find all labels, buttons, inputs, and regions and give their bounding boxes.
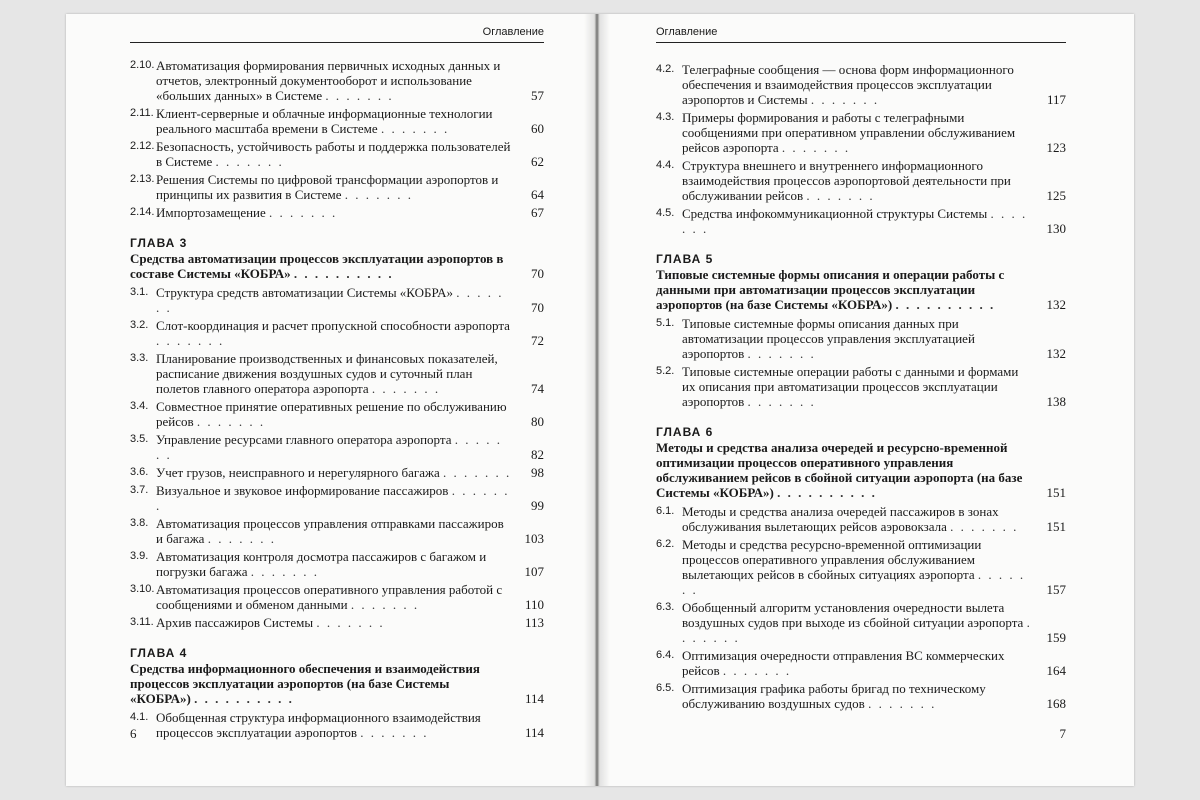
entry-number: 3.4. bbox=[130, 400, 149, 412]
leader-dots: . . . . . . . bbox=[207, 531, 276, 546]
entry-number: 6.2. bbox=[656, 538, 675, 550]
entry-page: 82 bbox=[531, 447, 544, 462]
chapter-label: ГЛАВА 3 bbox=[130, 236, 188, 250]
entry-title: Безопасность, устойчивость работы и поддержка пользователей в Системе bbox=[156, 139, 511, 169]
leader-dots: . . . . . . . bbox=[682, 567, 1026, 597]
leader-dots: . . . . . . . bbox=[250, 564, 320, 579]
toc-entry bbox=[130, 351, 544, 396]
leader-dots: . . . . . . . bbox=[360, 725, 429, 740]
toc-entry bbox=[130, 432, 544, 462]
entry-title: Архив пассажиров Системы bbox=[156, 615, 314, 630]
entry-title: Клиент-серверные и облачные информационные технологии реального масштаба времени в Системе bbox=[156, 106, 493, 136]
entry-title: Импортозамещение bbox=[156, 205, 266, 220]
running-head: Оглавление bbox=[130, 26, 544, 43]
leader-dots: . . . . . . . . . . bbox=[777, 485, 877, 500]
leader-dots: . . . . . . . bbox=[156, 432, 502, 462]
entry-page: 157 bbox=[1046, 582, 1066, 597]
entry-number: 6.1. bbox=[656, 505, 675, 517]
chapter-title: Средства информационного обеспечения и взаимодействия процессов эксплуатации аэропортов (на базе Системы «КОБРА») bbox=[130, 661, 480, 706]
entry-number: 3.11. bbox=[130, 616, 154, 628]
entry-number: 3.2. bbox=[130, 319, 149, 331]
entry-page: 70 bbox=[531, 300, 544, 315]
toc-entry bbox=[130, 582, 544, 612]
entry-page: 130 bbox=[1046, 221, 1066, 236]
toc-list bbox=[130, 58, 544, 743]
entry-page: 98 bbox=[531, 465, 544, 480]
entry-number: 3.8. bbox=[130, 517, 149, 529]
entry-title: Управление ресурсами главного оператора аэропорта bbox=[156, 432, 452, 447]
entry-title: Автоматизация процессов оперативного управления работой с сообщениями и обменом данными bbox=[156, 582, 503, 612]
entry-number: 4.3. bbox=[656, 111, 675, 123]
toc-entry bbox=[130, 483, 544, 513]
toc-entry bbox=[656, 504, 1066, 534]
entry-title: Структура внешнего и внутреннего информационного взаимодействия процессов аэропортовой деятельности при обслуживании рейсов bbox=[682, 158, 1011, 203]
entry-title: Автоматизация процессов управления отправками пассажиров и багажа bbox=[156, 516, 504, 546]
entry-number: 3.3. bbox=[130, 352, 149, 364]
entry-page: 99 bbox=[531, 498, 544, 513]
chapter-page: 114 bbox=[524, 691, 544, 706]
toc-entry bbox=[656, 537, 1066, 597]
toc-entry bbox=[130, 549, 544, 579]
entry-number: 4.1. bbox=[130, 711, 149, 723]
entry-page: 110 bbox=[524, 597, 544, 612]
toc-entry bbox=[130, 465, 544, 480]
entry-title: Решения Системы по цифровой трансформации аэропортов и принципы их развития в Системе bbox=[156, 172, 499, 202]
leader-dots: . . . . . . . bbox=[747, 346, 816, 361]
toc-entry bbox=[656, 600, 1066, 645]
entry-page: 57 bbox=[531, 88, 544, 103]
entry-number: 4.2. bbox=[656, 63, 675, 75]
leader-dots: . . . . . . . bbox=[682, 206, 1028, 236]
leader-dots: . . . . . . . bbox=[269, 205, 338, 220]
leader-dots: . . . . . . . bbox=[442, 465, 512, 480]
entry-page: 132 bbox=[1046, 346, 1066, 361]
entry-number: 4.4. bbox=[656, 159, 675, 171]
entry-page: 64 bbox=[531, 187, 544, 202]
toc-entry bbox=[656, 681, 1066, 711]
toc-entry bbox=[130, 516, 544, 546]
toc-chapter bbox=[656, 252, 1066, 312]
entry-title: Структура средств автоматизации Системы «КОБРА» bbox=[156, 285, 453, 300]
entry-title: Методы и средства ресурсно-временной оптимизации процессов оперативного управления обслуживанием вылетающих рейсов в сбойных ситуациях аэропорта bbox=[682, 537, 982, 582]
leader-dots: . . . . . . . . . . bbox=[895, 297, 996, 312]
chapter-page: 70 bbox=[531, 266, 544, 281]
chapter-page: 132 bbox=[1046, 297, 1066, 312]
leader-dots: . . . . . . . bbox=[806, 188, 875, 203]
toc-chapter bbox=[130, 236, 544, 281]
entry-page: 60 bbox=[531, 121, 544, 136]
entry-page: 168 bbox=[1046, 696, 1066, 711]
entry-page: 151 bbox=[1046, 519, 1066, 534]
chapter-title: Средства автоматизации процессов эксплуатации аэропортов в составе Системы «КОБРА» bbox=[130, 251, 504, 281]
toc-entry bbox=[130, 139, 544, 169]
entry-title: Оптимизация очередности отправления ВС коммерческих рейсов bbox=[682, 648, 1005, 678]
leader-dots: . . . . . . . bbox=[156, 333, 225, 348]
entry-title: Планирование производственных и финансовых показателей, расписание движения воздушных судов и суточный план полетов главного оператора аэропорта bbox=[156, 351, 498, 396]
toc-entry bbox=[656, 648, 1066, 678]
entry-page: 138 bbox=[1046, 394, 1066, 409]
entry-title: Телеграфные сообщения — основа форм информационного обеспечения и взаимодействия процессов эксплуатации аэропортов и Системы bbox=[682, 62, 1014, 107]
leader-dots: . . . . . . . bbox=[344, 187, 414, 202]
toc-entry bbox=[656, 158, 1066, 203]
entry-page: 80 bbox=[531, 414, 544, 429]
entry-number: 5.2. bbox=[656, 365, 675, 377]
entry-title: Обобщенный алгоритм установления очередности вылета воздушных судов при выходе из сбойной ситуации аэропорта bbox=[682, 600, 1024, 630]
leader-dots: . . . . . . . . . . bbox=[194, 691, 294, 706]
toc-entry bbox=[656, 62, 1066, 107]
entry-number: 2.12. bbox=[130, 140, 155, 152]
entry-title: Примеры формирования и работы с телеграфными сообщениями при оперативном управлении обслуживанием рейсов аэропорта bbox=[682, 110, 1016, 155]
leader-dots: . . . . . . . bbox=[156, 483, 510, 513]
entry-page: 74 bbox=[531, 381, 544, 396]
entry-number: 2.14. bbox=[130, 206, 155, 218]
entry-number: 3.5. bbox=[130, 433, 149, 445]
entry-number: 6.3. bbox=[656, 601, 675, 613]
entry-title: Визуальное и звуковое информирование пассажиров bbox=[156, 483, 449, 498]
leader-dots: . . . . . . . bbox=[371, 381, 441, 396]
toc-entry bbox=[656, 316, 1066, 361]
entry-page: 103 bbox=[524, 531, 544, 546]
leader-dots: . . . . . . . bbox=[215, 154, 284, 169]
entry-title: Типовые системные формы описания данных при автоматизации процессов управления эксплуатацией аэропортов bbox=[682, 316, 975, 361]
toc-entry bbox=[130, 58, 544, 103]
entry-title: Типовые системные операции работы с данными и формами их описания при автоматизации процессов эксплуатации аэропортов bbox=[682, 364, 1019, 409]
leader-dots: . . . . . . . bbox=[950, 519, 1019, 534]
leader-dots: . . . . . . . bbox=[747, 394, 816, 409]
leader-dots: . . . . . . . bbox=[781, 140, 851, 155]
entry-number: 6.4. bbox=[656, 649, 675, 661]
toc-entry bbox=[130, 106, 544, 136]
entry-title: Автоматизация контроля досмотра пассажиров с багажом и погрузки багажа bbox=[156, 549, 487, 579]
entry-page: 62 bbox=[531, 154, 544, 169]
entry-page: 72 bbox=[531, 333, 544, 348]
left-page bbox=[130, 14, 544, 786]
entry-page: 164 bbox=[1046, 663, 1066, 678]
entry-title: Совместное принятие оперативных решение по обслуживанию рейсов bbox=[156, 399, 507, 429]
toc-chapter bbox=[656, 425, 1066, 500]
leader-dots: . . . . . . . bbox=[722, 663, 792, 678]
leader-dots: . . . . . . . bbox=[380, 121, 450, 136]
chapter-title: Методы и средства анализа очередей и ресурсно-временной оптимизации процессов оперативного управления обслуживанием рейсов в сбойной ситуации аэропорта (на базе Системы «КОБРА») bbox=[656, 440, 1023, 500]
chapter-page: 151 bbox=[1046, 485, 1066, 500]
entry-number: 2.11. bbox=[130, 107, 154, 119]
toc-chapter bbox=[130, 646, 544, 706]
entry-number: 2.13. bbox=[130, 173, 155, 185]
chapter-title: Типовые системные формы описания и операции работы с данными при автоматизации процессов эксплуатации аэропортов (на базе Системы «КОБРА») bbox=[656, 267, 1005, 312]
entry-title: Учет грузов, неисправного и нерегулярного багажа bbox=[156, 465, 440, 480]
entry-number: 3.6. bbox=[130, 466, 149, 478]
entry-number: 6.5. bbox=[656, 682, 675, 694]
running-head: Оглавление bbox=[656, 26, 1066, 43]
entry-page: 107 bbox=[524, 564, 544, 579]
chapter-label: ГЛАВА 5 bbox=[656, 252, 714, 266]
entry-title: Обобщенная структура информационного взаимодействия процессов эксплуатации аэропортов bbox=[156, 710, 481, 740]
leader-dots: . . . . . . . bbox=[156, 285, 504, 315]
entry-title: Оптимизация графика работы бригад по техническому обслуживанию воздушных судов bbox=[682, 681, 986, 711]
chapter-label: ГЛАВА 4 bbox=[130, 646, 188, 660]
book-spread bbox=[66, 14, 1134, 786]
toc-entry bbox=[130, 399, 544, 429]
leader-dots: . . . . . . . bbox=[196, 414, 266, 429]
entry-number: 3.7. bbox=[130, 484, 149, 496]
entry-title: Средства инфокоммуникационной структуры Системы bbox=[682, 206, 988, 221]
toc-entry bbox=[130, 285, 544, 315]
leader-dots: . . . . . . . bbox=[868, 696, 937, 711]
entry-number: 4.5. bbox=[656, 207, 675, 219]
toc-entry bbox=[656, 110, 1066, 155]
chapter-label: ГЛАВА 6 bbox=[656, 425, 714, 439]
toc-list bbox=[656, 62, 1066, 714]
entry-number: 3.1. bbox=[130, 286, 149, 298]
entry-page: 159 bbox=[1046, 630, 1066, 645]
toc-entry bbox=[130, 710, 544, 740]
leader-dots: . . . . . . . bbox=[350, 597, 420, 612]
book-gutter bbox=[584, 14, 610, 786]
entry-title: Автоматизация формирования первичных исходных данных и отчетов, электронный документооборот и использование «больших данных» в Системе bbox=[156, 58, 501, 103]
entry-number: 3.9. bbox=[130, 550, 149, 562]
leader-dots: . . . . . . . bbox=[810, 92, 880, 107]
toc-entry bbox=[656, 206, 1066, 236]
entry-number: 5.1. bbox=[656, 317, 675, 329]
leader-dots: . . . . . . . bbox=[682, 615, 1032, 645]
entry-page: 117 bbox=[1046, 92, 1066, 107]
toc-entry bbox=[130, 615, 544, 630]
toc-entry bbox=[130, 172, 544, 202]
entry-number: 3.10. bbox=[130, 583, 155, 595]
leader-dots: . . . . . . . . . . bbox=[293, 266, 394, 281]
toc-entry bbox=[130, 205, 544, 220]
entry-page: 123 bbox=[1046, 140, 1066, 155]
toc-entry bbox=[656, 364, 1066, 409]
entry-page: 114 bbox=[524, 725, 544, 740]
right-page bbox=[656, 14, 1066, 786]
entry-title: Методы и средства анализа очередей пассажиров в зонах обслуживания вылетающих рейсов аэровокзала bbox=[682, 504, 999, 534]
page-number: 6 bbox=[130, 726, 137, 741]
entry-page: 125 bbox=[1046, 188, 1066, 203]
page-number: 7 bbox=[1059, 726, 1066, 741]
entry-number: 2.10. bbox=[130, 59, 155, 71]
leader-dots: . . . . . . . bbox=[325, 88, 394, 103]
entry-page: 67 bbox=[531, 205, 544, 220]
toc-entry bbox=[130, 318, 544, 348]
leader-dots: . . . . . . . bbox=[316, 615, 385, 630]
entry-page: 113 bbox=[524, 615, 544, 630]
entry-title: Слот-координация и расчет пропускной способности аэропорта bbox=[156, 318, 510, 333]
